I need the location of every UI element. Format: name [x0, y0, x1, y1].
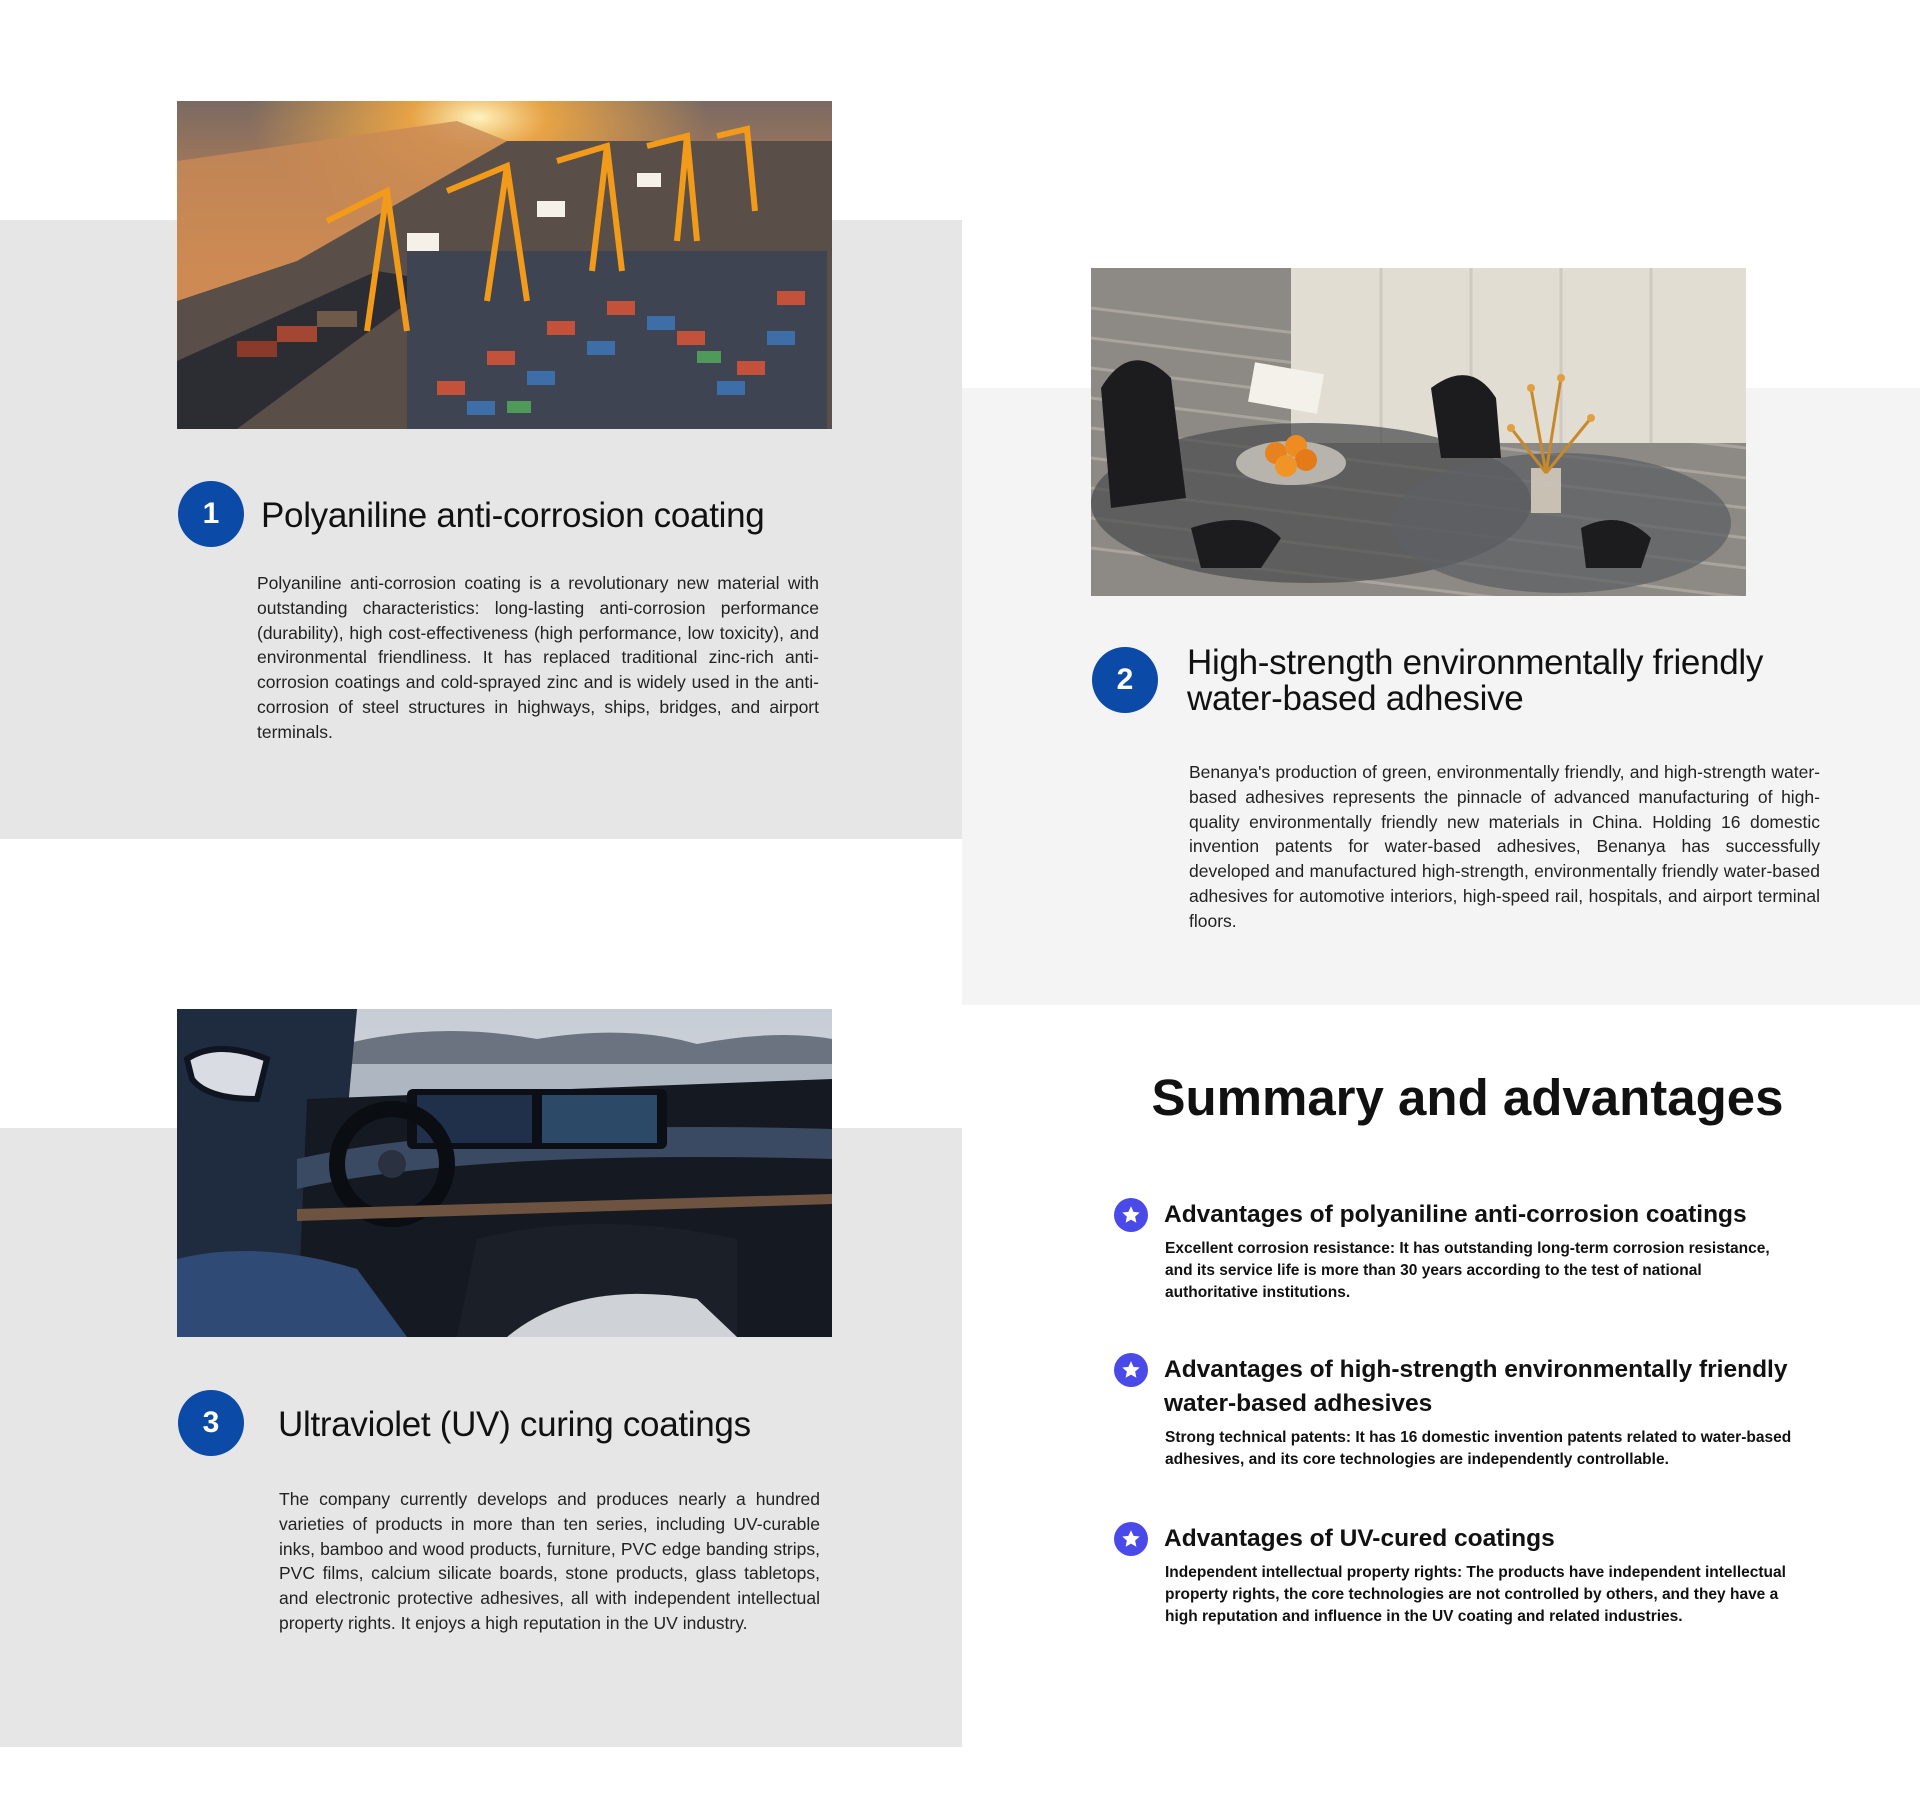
section-number-badge: 3: [178, 1390, 244, 1456]
glass-table-living-room-photo: [1091, 268, 1746, 596]
section-number-badge: 2: [1092, 647, 1158, 713]
car-interior-photo: [177, 1009, 832, 1337]
advantage-title: Advantages of polyaniline anti-corrosion coatings: [1164, 1201, 1747, 1228]
star-icon: [1114, 1522, 1148, 1556]
section-2-title: High-strength environmentally friendly water-based adhesive: [1187, 643, 1764, 718]
advantage-title: Advantages of UV-cured coatings: [1164, 1525, 1555, 1552]
section-2-body: Benanya's production of green, environmentally friendly, and high-strength water-based adhesives represents the pinnacle of advanced manufacturing of high-quality environmentally friendly new materials in China. Holding 16 domestic invention patents for water-based adhesives, Benanya has successfully developed and manufactured high-strength, environmentally friendly water-based adhesives for automotive interiors, high-speed rail, hospitals, and airport terminal floors.: [1189, 762, 1820, 931]
section-1-body: Polyaniline anti-corrosion coating is a revolutionary new material with outstanding characteristics: long-lasting anti-corrosion performance (durability), high cost-effectiveness (high performance, low toxicity), and environmental friendliness. It has replaced traditional zinc-rich anti-corrosion coatings and cold-sprayed zinc and is widely used in the anti-corrosion of steel structures in highways, ships, bridges, and airport terminals.: [257, 573, 819, 742]
advantage-text: Strong technical patents: It has 16 domestic invention patents related to water-based adhesives, and its core technologies are independently controllable.: [1165, 1429, 1792, 1468]
star-icon: [1114, 1198, 1148, 1232]
section-1-title: Polyaniline anti-corrosion coating: [261, 496, 765, 535]
star-icon: [1114, 1353, 1148, 1387]
summary-title: Summary and advantages: [1151, 1069, 1784, 1126]
section-3-body: The company currently develops and produces nearly a hundred varieties of products in more than ten series, including UV-curable inks, bamboo and wood products, furniture, PVC edge banding strips, PVC films, calcium silicate boards, stone products, glass tabletops, and electronic protective adhesives, all with independent intellectual property rights. It enjoys a high reputation in the UV industry.: [279, 1489, 820, 1633]
section-number-badge: 1: [178, 481, 244, 547]
advantage-text: Independent intellectual property rights: The products have independent intellectual property rights, the core technologies are not controlled by others, and they have a high reputation and influence in the UV coating and related industries.: [1165, 1564, 1786, 1625]
port-cranes-photo: [177, 101, 832, 429]
section-3-title: Ultraviolet (UV) curing coatings: [278, 1405, 751, 1444]
advantage-title: Advantages of high-strength environmentally friendly water-based adhesives: [1164, 1356, 1788, 1417]
advantage-text: Excellent corrosion resistance: It has outstanding long-term corrosion resistance, and its service life is more than 30 years according to the test of national authoritative institutions.: [1165, 1240, 1770, 1301]
